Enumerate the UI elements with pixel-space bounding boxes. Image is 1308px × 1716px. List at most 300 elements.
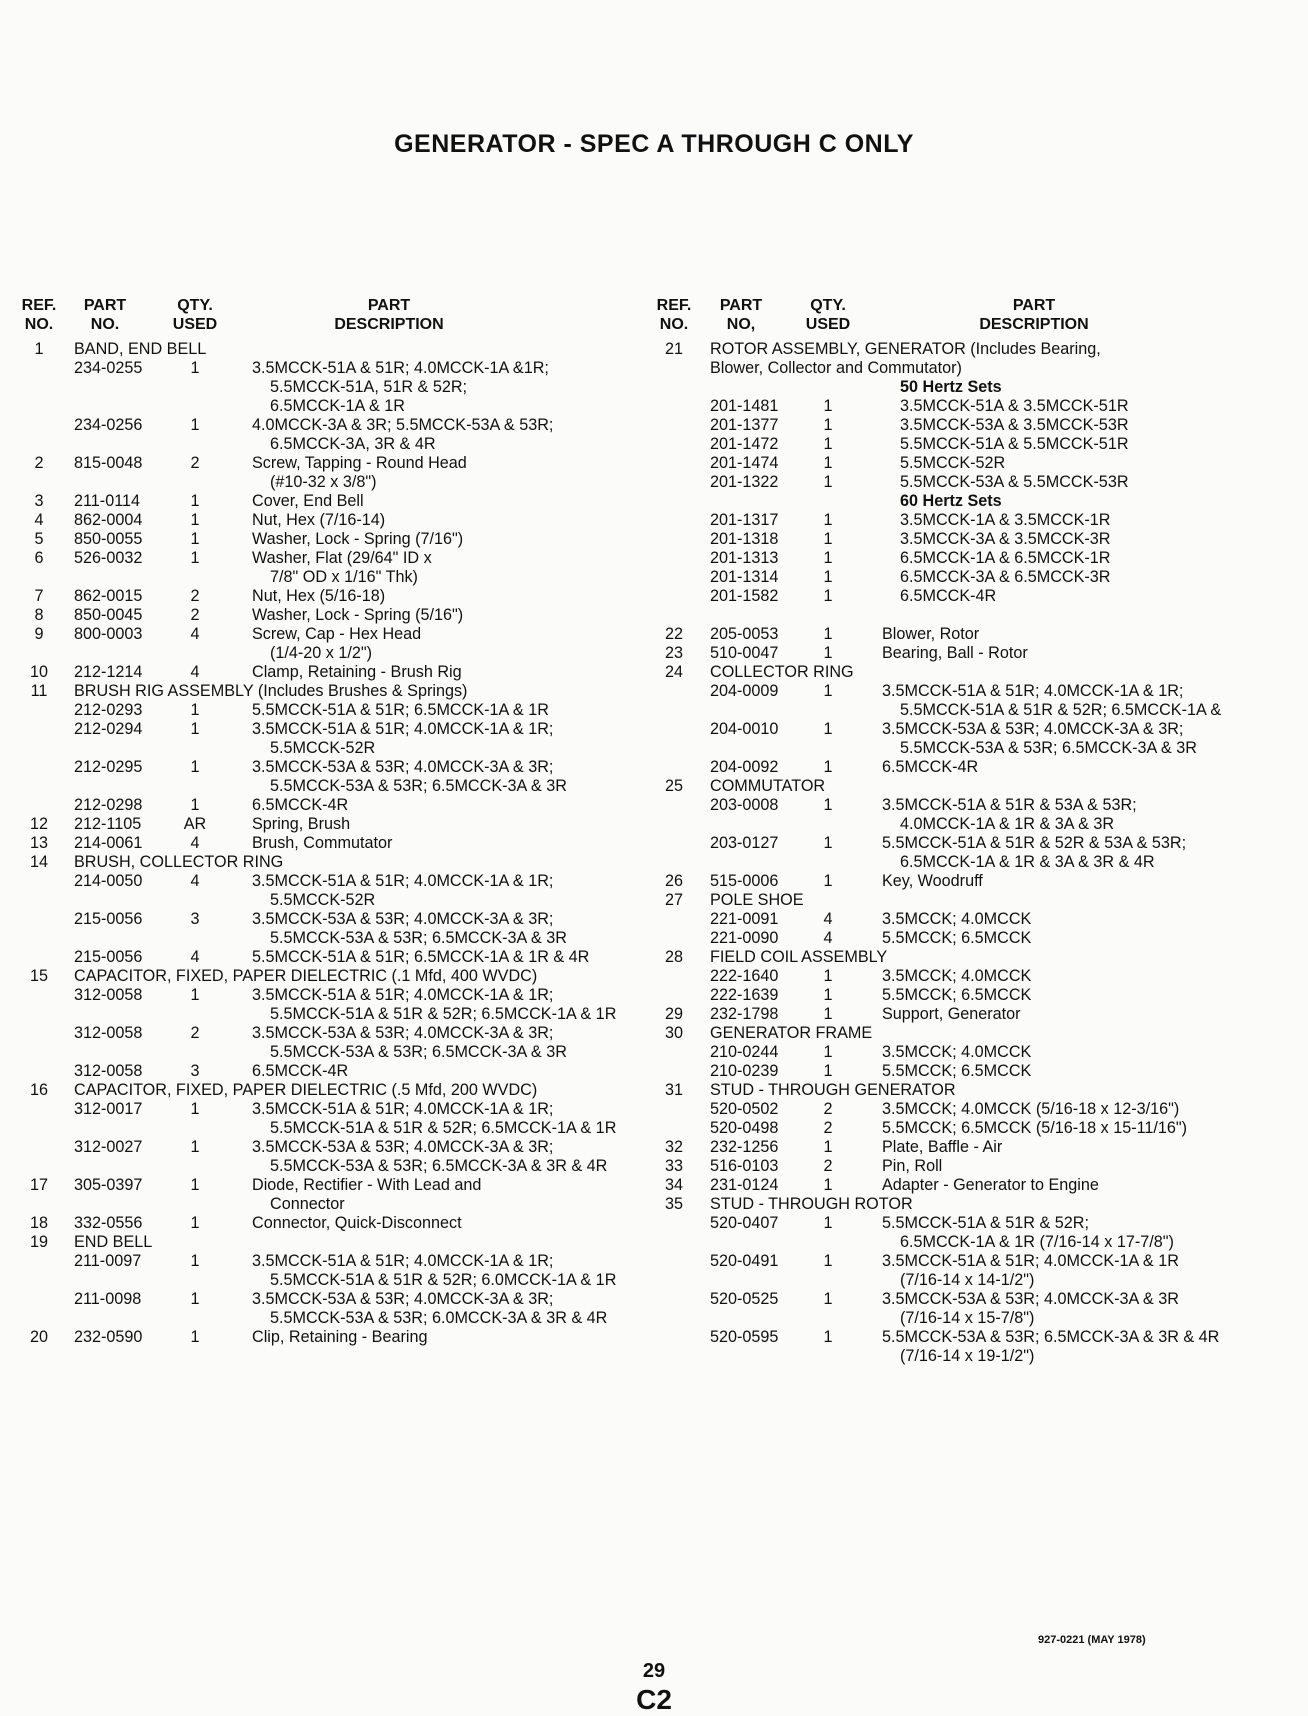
part-no: 215-0056 (74, 948, 143, 966)
ref-no (14, 1309, 64, 1328)
parts-row (648, 587, 1294, 606)
qty-used: 1 (823, 967, 833, 985)
ref-no (648, 682, 700, 701)
document-number: 927-0221 (MAY 1978) (1038, 1634, 1146, 1646)
part-description: 6.5MCCK-1A & 1R (7/16-14 x 17-7/8") (900, 1233, 1174, 1251)
group-title: Blower, Collector and Commutator) (710, 359, 962, 377)
continuation-row (14, 739, 654, 758)
part-no: 201-1314 (710, 568, 779, 586)
header-ref-no: REF. NO. (21, 297, 57, 333)
qty-used: 1 (190, 511, 200, 529)
part-description: 3.5MCCK-53A & 53R; 4.0MCCK-3A & 3R; (252, 1024, 554, 1042)
part-description: 5.5MCCK-53A & 53R; 6.5MCCK-3A & 3R & 4R (882, 1328, 1220, 1346)
qty-used: 4 (823, 910, 833, 928)
part-no: 201-1481 (710, 397, 779, 415)
part-no: 520-0407 (710, 1214, 779, 1232)
parts-row (14, 492, 654, 511)
qty-used: 1 (823, 834, 833, 852)
part-description: 3.5MCCK-51A & 51R; 4.0MCCK-1A & 1R; (252, 720, 554, 738)
part-description: 5.5MCCK-53A & 53R; 6.5MCCK-3A & 3R (270, 929, 567, 947)
qty-used: 1 (190, 1100, 200, 1118)
qty-used: 1 (823, 435, 833, 453)
parts-row (648, 1138, 1294, 1157)
part-no: 201-1322 (710, 473, 779, 491)
qty-used: 1 (823, 1252, 833, 1270)
part-description: 3.5MCCK-51A & 51R & 53A & 53R; (882, 796, 1137, 814)
ref-no (648, 1233, 700, 1252)
qty-used: 1 (823, 473, 833, 491)
parts-row (14, 1176, 654, 1195)
ref-no (14, 1290, 64, 1309)
parts-row (14, 1328, 654, 1347)
parts-group-row (648, 1081, 1294, 1100)
part-no: 212-0293 (74, 701, 143, 719)
part-description: 5.5MCCK-53A & 53R; 6.5MCCK-3A & 3R (900, 739, 1197, 757)
continuation-row (14, 1195, 654, 1214)
part-description: (1/4-20 x 1/2") (270, 644, 373, 662)
part-description: 5.5MCCK; 6.5MCCK (882, 929, 1032, 947)
part-description: 3.5MCCK-53A & 53R; 4.0MCCK-3A & 3R; (882, 720, 1184, 738)
part-no: 312-0027 (74, 1138, 143, 1156)
ref-no: 35 (664, 1195, 683, 1213)
continuation-row (14, 777, 654, 796)
parts-row (14, 511, 654, 530)
group-title: ROTOR ASSEMBLY, GENERATOR (Includes Bearing, (710, 340, 1101, 358)
continuation-row (14, 1271, 654, 1290)
ref-no: 29 (664, 1005, 683, 1023)
ref-no (648, 568, 700, 587)
qty-used (146, 1309, 244, 1328)
parts-row (648, 1005, 1294, 1024)
right-parts-list (648, 340, 1294, 1366)
qty-used: 1 (823, 397, 833, 415)
ref-no (648, 511, 700, 530)
qty-used: 4 (190, 663, 200, 681)
ref-no (648, 1119, 700, 1138)
group-title: GENERATOR FRAME (710, 1024, 873, 1042)
qty-used: 4 (190, 872, 200, 890)
part-no: 515-0006 (710, 872, 779, 890)
group-title: CAPACITOR, FIXED, PAPER DIELECTRIC (.1 Mfd, 400 WVDC) (74, 967, 538, 985)
part-no: 215-0056 (74, 910, 143, 928)
part-description: 3.5MCCK-51A & 51R; 4.0MCCK-1A &1R; (252, 359, 549, 377)
qty-used: 1 (190, 1214, 200, 1232)
part-no: 222-1639 (710, 986, 779, 1004)
part-no: 201-1313 (710, 549, 779, 567)
part-description: 3.5MCCK-51A & 51R; 4.0MCCK-1A & 1R; (252, 872, 554, 890)
ref-no (14, 891, 64, 910)
part-description: 4.0MCCK-1A & 1R & 3A & 3R (900, 815, 1115, 833)
continuation-row (14, 929, 654, 948)
qty-used: 1 (190, 1328, 200, 1346)
part-no: 510-0047 (710, 644, 779, 662)
continuation-row (648, 739, 1294, 758)
qty-used: 1 (190, 549, 200, 567)
ref-no: 3 (34, 492, 44, 510)
qty-used: 1 (190, 492, 200, 510)
ref-no (14, 1195, 64, 1214)
qty-used (146, 568, 244, 587)
part-description: 5.5MCCK-51A & 51R & 52R; 6.0MCCK-1A & 1R (270, 1271, 617, 1289)
parts-row (648, 1119, 1294, 1138)
ref-no (14, 1005, 64, 1024)
page-number: 29 (642, 1660, 666, 1682)
ref-no (14, 929, 64, 948)
part-description: 5.5MCCK-53A & 5.5MCCK-53R (900, 473, 1129, 491)
continuation-row (14, 1157, 654, 1176)
parts-group-row (648, 359, 1294, 378)
part-no: 203-0008 (710, 796, 779, 814)
qty-used (146, 473, 244, 492)
parts-row (14, 1100, 654, 1119)
parts-group-row (14, 1081, 654, 1100)
ref-no (648, 492, 700, 511)
part-no: 862-0004 (74, 511, 143, 529)
part-description: Washer, Flat (29/64" ID x (252, 549, 432, 567)
group-title: BRUSH, COLLECTOR RING (74, 853, 284, 871)
ref-no: 11 (30, 682, 48, 700)
part-description: 3.5MCCK; 4.0MCCK (5/16-18 x 12-3/16") (882, 1100, 1180, 1118)
qty-used: 1 (823, 549, 833, 567)
part-no (64, 1157, 146, 1176)
part-no (64, 929, 146, 948)
ref-no: 32 (664, 1138, 683, 1156)
ref-no (14, 1024, 64, 1043)
part-description: 6.5MCCK-4R (252, 796, 349, 814)
part-no: 862-0015 (74, 587, 143, 605)
part-no: 234-0256 (74, 416, 143, 434)
part-description: Key, Woodruff (882, 872, 983, 890)
part-description: 5.5MCCK-51A & 51R & 52R & 53A & 53R; (882, 834, 1187, 852)
group-title: STUD - THROUGH ROTOR (710, 1195, 913, 1213)
qty-used: 1 (823, 758, 833, 776)
ref-no (648, 834, 700, 853)
parts-row (14, 606, 654, 625)
qty-used (782, 815, 874, 834)
part-description: 5.5MCCK-51A & 51R; 6.5MCCK-1A & 1R (252, 701, 549, 719)
ref-no: 21 (664, 340, 683, 358)
qty-used (146, 1043, 244, 1062)
qty-used: 1 (823, 1005, 833, 1023)
parts-group-row (14, 1233, 654, 1252)
parts-row (648, 1100, 1294, 1119)
part-no (64, 568, 146, 587)
part-no: 210-0239 (710, 1062, 779, 1080)
parts-row (14, 815, 654, 834)
spacer (648, 606, 1294, 625)
qty-used: 2 (190, 606, 200, 624)
ref-no: 15 (29, 967, 48, 985)
ref-no: 33 (664, 1157, 683, 1175)
continuation-row (648, 853, 1294, 872)
ref-no (648, 587, 700, 606)
part-description: (7/16-14 x 14-1/2") (900, 1271, 1035, 1289)
parts-row (648, 644, 1294, 663)
ref-no (14, 644, 64, 663)
ref-no: 6 (34, 549, 44, 567)
ref-no (648, 1309, 700, 1328)
ref-no: 17 (29, 1176, 48, 1194)
part-no: 520-0502 (710, 1100, 779, 1118)
ref-no: 2 (34, 454, 44, 472)
ref-no: 23 (664, 644, 683, 662)
group-title: FIELD COIL ASSEMBLY (710, 948, 888, 966)
part-description: 3.5MCCK-1A & 3.5MCCK-1R (900, 511, 1111, 529)
continuation-row (14, 1309, 654, 1328)
parts-group-row (648, 1024, 1294, 1043)
ref-no (648, 473, 700, 492)
ref-no (14, 1119, 64, 1138)
ref-no (648, 416, 700, 435)
part-no: 234-0255 (74, 359, 143, 377)
qty-used (782, 1347, 874, 1366)
header-qty-used: QTY. USED (805, 297, 851, 333)
part-description: 3.5MCCK-3A & 3.5MCCK-3R (900, 530, 1111, 548)
ref-no: 13 (29, 834, 48, 852)
ref-no (648, 1328, 700, 1347)
part-no (64, 739, 146, 758)
ref-no (648, 796, 700, 815)
ref-no (14, 1062, 64, 1081)
group-title: POLE SHOE (710, 891, 804, 909)
part-no (700, 701, 782, 720)
ref-no (648, 1347, 700, 1366)
part-description: Cover, End Bell (252, 492, 364, 510)
ref-no (648, 1100, 700, 1119)
ref-no (648, 910, 700, 929)
part-no: 203-0127 (710, 834, 779, 852)
qty-used (146, 777, 244, 796)
qty-used: 1 (823, 416, 833, 434)
part-description: Screw, Cap - Hex Head (252, 625, 422, 643)
qty-used: 4 (823, 929, 833, 947)
part-description: 3.5MCCK; 4.0MCCK (882, 967, 1032, 985)
ref-no: 19 (29, 1233, 48, 1251)
parts-row (14, 1290, 654, 1309)
ref-no: 5 (34, 530, 44, 548)
continuation-row (648, 701, 1294, 720)
parts-row (648, 549, 1294, 568)
qty-used: 2 (823, 1119, 833, 1137)
part-no: 815-0048 (74, 454, 143, 472)
part-no: 520-0595 (710, 1328, 779, 1346)
part-no: 232-0590 (74, 1328, 143, 1346)
ref-no: 12 (29, 815, 48, 833)
ref-no (14, 948, 64, 967)
ref-no (14, 359, 64, 378)
part-no: 201-1472 (710, 435, 779, 453)
subheading-row (648, 378, 1294, 397)
part-no: 214-0050 (74, 872, 143, 890)
part-no (700, 1309, 782, 1328)
part-no: 212-1214 (74, 663, 143, 681)
part-description: 3.5MCCK; 4.0MCCK (882, 910, 1032, 928)
ref-no (648, 815, 700, 834)
parts-group-row (648, 340, 1294, 359)
part-description: 3.5MCCK-53A & 53R; 4.0MCCK-3A & 3R; (252, 758, 554, 776)
continuation-row (14, 435, 654, 454)
left-parts-column (14, 296, 654, 1347)
parts-row (648, 834, 1294, 853)
parts-row (14, 1214, 654, 1233)
parts-row (648, 1252, 1294, 1271)
part-description: 5.5MCCK-51A & 5.5MCCK-51R (900, 435, 1129, 453)
continuation-row (14, 378, 654, 397)
qty-used (782, 853, 874, 872)
parts-row (14, 1062, 654, 1081)
part-description: 3.5MCCK-53A & 3.5MCCK-53R (900, 416, 1129, 434)
parts-row (648, 796, 1294, 815)
ref-no (14, 416, 64, 435)
parts-row (648, 1328, 1294, 1347)
qty-used: 1 (823, 587, 833, 605)
part-no: 221-0091 (710, 910, 779, 928)
ref-no (648, 435, 700, 454)
part-no: 212-0295 (74, 758, 143, 776)
qty-used: 1 (823, 530, 833, 548)
continuation-row (648, 1309, 1294, 1328)
ref-no: 30 (664, 1024, 683, 1042)
continuation-row (648, 1347, 1294, 1366)
part-no: 800-0003 (74, 625, 143, 643)
qty-used: 1 (823, 1328, 833, 1346)
ref-no (648, 720, 700, 739)
part-description: 5.5MCCK-53A & 53R; 6.5MCCK-3A & 3R (270, 777, 567, 795)
qty-used: 1 (190, 796, 200, 814)
parts-group-row (14, 853, 654, 872)
parts-row (648, 397, 1294, 416)
part-description: Blower, Rotor (882, 625, 980, 643)
parts-row (14, 720, 654, 739)
ref-no: 18 (29, 1214, 48, 1232)
ref-no: 9 (34, 625, 44, 643)
qty-used: 1 (190, 359, 200, 377)
part-no: 212-0298 (74, 796, 143, 814)
part-no: 201-1318 (710, 530, 779, 548)
ref-no (14, 701, 64, 720)
parts-row (14, 625, 654, 644)
part-no: 520-0498 (710, 1119, 779, 1137)
ref-no (648, 853, 700, 872)
part-no (700, 1233, 782, 1252)
parts-row (14, 1252, 654, 1271)
part-no (64, 378, 146, 397)
part-no: 312-0058 (74, 1062, 143, 1080)
part-no (700, 378, 782, 397)
parts-row (648, 473, 1294, 492)
qty-used: 1 (823, 1290, 833, 1308)
ref-no (14, 568, 64, 587)
part-description: 5.5MCCK-51A & 51R & 52R; (882, 1214, 1089, 1232)
part-no: 312-0058 (74, 986, 143, 1004)
ref-no: 4 (34, 511, 44, 529)
ref-no (14, 758, 64, 777)
parts-group-row (14, 967, 654, 986)
ref-no (14, 739, 64, 758)
ref-no (648, 1062, 700, 1081)
qty-used: 4 (190, 625, 200, 643)
part-description: Diode, Rectifier - With Lead and (252, 1176, 482, 1194)
qty-used: 1 (190, 986, 200, 1004)
parts-row (648, 568, 1294, 587)
header-part-no: PART NO, (719, 297, 763, 333)
section-number: C2 (636, 1684, 672, 1715)
qty-used: 1 (823, 682, 833, 700)
header-part-description: PART DESCRIPTION (979, 297, 1089, 333)
parts-row (14, 1138, 654, 1157)
part-no (64, 777, 146, 796)
group-title: COMMUTATOR (710, 777, 826, 795)
parts-row (648, 511, 1294, 530)
ref-no (14, 986, 64, 1005)
parts-row (648, 1043, 1294, 1062)
part-description: Washer, Lock - Spring (7/16") (252, 530, 464, 548)
part-no: 222-1640 (710, 967, 779, 985)
part-description: Washer, Lock - Spring (5/16") (252, 606, 464, 624)
parts-row (648, 454, 1294, 473)
qty-used: 1 (823, 986, 833, 1004)
qty-used: 1 (823, 796, 833, 814)
part-description: 50 Hertz Sets (900, 378, 1002, 396)
part-description: 5.5MCCK-52R (270, 891, 376, 909)
part-description: Connector (270, 1195, 345, 1213)
ref-no (648, 549, 700, 568)
qty-used: 1 (823, 454, 833, 472)
parts-row (14, 1024, 654, 1043)
ref-no: 31 (664, 1081, 683, 1099)
parts-row (14, 359, 654, 378)
part-description: (7/16-14 x 15-7/8") (900, 1309, 1035, 1327)
part-no (64, 397, 146, 416)
parts-row (14, 948, 654, 967)
qty-used (782, 739, 874, 758)
part-no: 332-0556 (74, 1214, 143, 1232)
part-description: 5.5MCCK-53A & 53R; 6.5MCCK-3A & 3R & 4R (270, 1157, 608, 1175)
part-no: 212-0294 (74, 720, 143, 738)
part-description: 6.5MCCK-1A & 6.5MCCK-1R (900, 549, 1111, 567)
qty-used (146, 1157, 244, 1176)
part-no (64, 1271, 146, 1290)
part-no (64, 1119, 146, 1138)
continuation-row (14, 1119, 654, 1138)
part-no (700, 853, 782, 872)
parts-row (648, 758, 1294, 777)
ref-no (14, 473, 64, 492)
part-description: 5.5MCCK; 6.5MCCK (882, 1062, 1032, 1080)
ref-no: 8 (34, 606, 44, 624)
qty-used: 1 (190, 758, 200, 776)
ref-no (648, 1214, 700, 1233)
header-qty-used: QTY. USED (172, 297, 218, 333)
parts-row (648, 1214, 1294, 1233)
ref-no (14, 397, 64, 416)
part-no (700, 492, 782, 511)
left-table-header (14, 296, 654, 340)
qty-used: 1 (823, 1176, 833, 1194)
parts-row (14, 416, 654, 435)
continuation-row (14, 891, 654, 910)
ref-no (648, 701, 700, 720)
continuation-row (14, 1043, 654, 1062)
part-no (64, 1043, 146, 1062)
part-description: Spring, Brush (252, 815, 351, 833)
part-description: 7/8" OD x 1/16" Thk) (270, 568, 418, 586)
part-no (700, 1271, 782, 1290)
parts-row (648, 967, 1294, 986)
part-no (64, 1309, 146, 1328)
ref-no: 7 (34, 587, 44, 605)
part-no: 312-0058 (74, 1024, 143, 1042)
